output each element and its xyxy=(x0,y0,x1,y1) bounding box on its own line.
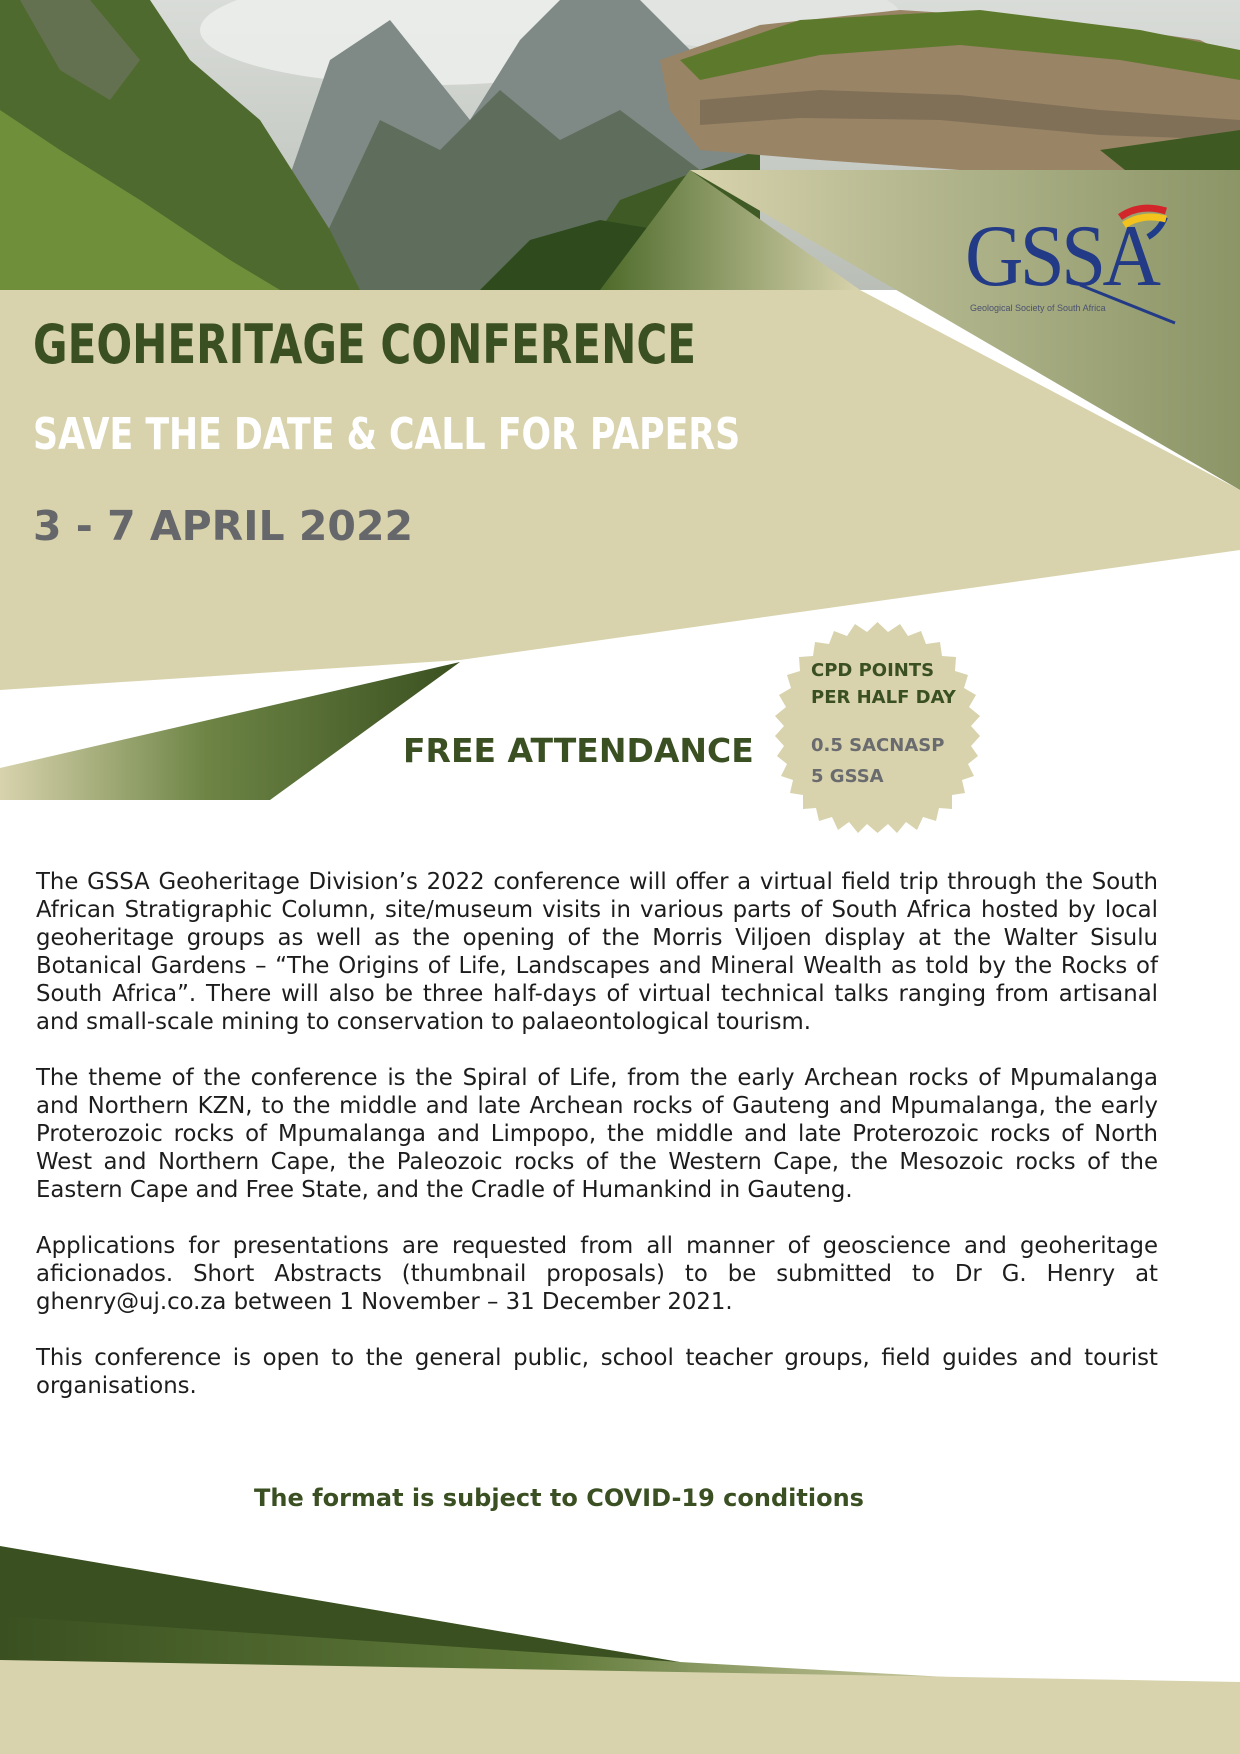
paragraph-audience: This conference is open to the general public, school teacher groups, field guides and tourist organisations. xyxy=(36,1345,1158,1399)
cpd-title-line1: CPD POINTS xyxy=(811,660,935,681)
paragraph-applications: Applications for presentations are requested from all manner of geoscience and geoheritage aficionados. Short Abstracts (thumbnail proposals) to be submitted to Dr G. Henry at ghenry@uj.co.za between 1 November – 31 December 2021. xyxy=(36,1233,1158,1315)
cpd-gssa-value: 5 GSSA xyxy=(811,766,884,787)
logo-caption: Geological Society of South Africa xyxy=(970,303,1106,313)
cpd-points-badge xyxy=(770,620,985,835)
body-text xyxy=(36,868,1158,1428)
cpd-title-line2: PER HALF DAY xyxy=(811,687,956,708)
starburst-seal xyxy=(770,620,985,835)
logo-letters: GSSA xyxy=(965,208,1158,305)
cpd-sacnasp-value: 0.5 SACNASP xyxy=(811,735,945,756)
paragraph-theme: The theme of the conference is the Spiral of Life, from the early Archean rocks of Mpumalanga and Northern KZN, to the middle and late Archean rocks of Gauteng and Mpumalanga, the early Proterozoic rocks of Mpumalanga and Limpopo, the middle and late Proterozoic rocks of North West and Northern Cape, the Paleozoic rocks of the Western Cape, the Mesozoic rocks of the Eastern Cape and Free State, and the Cradle of Humankind in Gauteng. xyxy=(36,1065,1158,1203)
covid-note: The format is subject to COVID-19 conditions xyxy=(254,1484,864,1512)
free-attendance-label: FREE ATTENDANCE xyxy=(403,731,754,770)
event-dates: 3 - 7 APRIL 2022 xyxy=(33,502,414,550)
page-title: GEOHERITAGE CONFERENCE xyxy=(33,313,696,376)
page-subtitle: SAVE THE DATE & CALL FOR PAPERS xyxy=(33,409,741,460)
gssa-logo xyxy=(960,195,1180,325)
paragraph-intro: The GSSA Geoheritage Division’s 2022 conference will offer a virtual field trip through the South African Stratigraphic Column, site/museum visits in various parts of South Africa hosted by local geoheritage groups as well as the opening of the Morris Viljoen display at the Walter Sisulu Botanical Gardens – “The Origins of Life, Landscapes and Mineral Wealth as told by the Rocks of South Africa”. There will also be three half-days of virtual technical talks ranging from artisanal and small-scale mining to conservation to palaeontological tourism. xyxy=(36,869,1158,1035)
